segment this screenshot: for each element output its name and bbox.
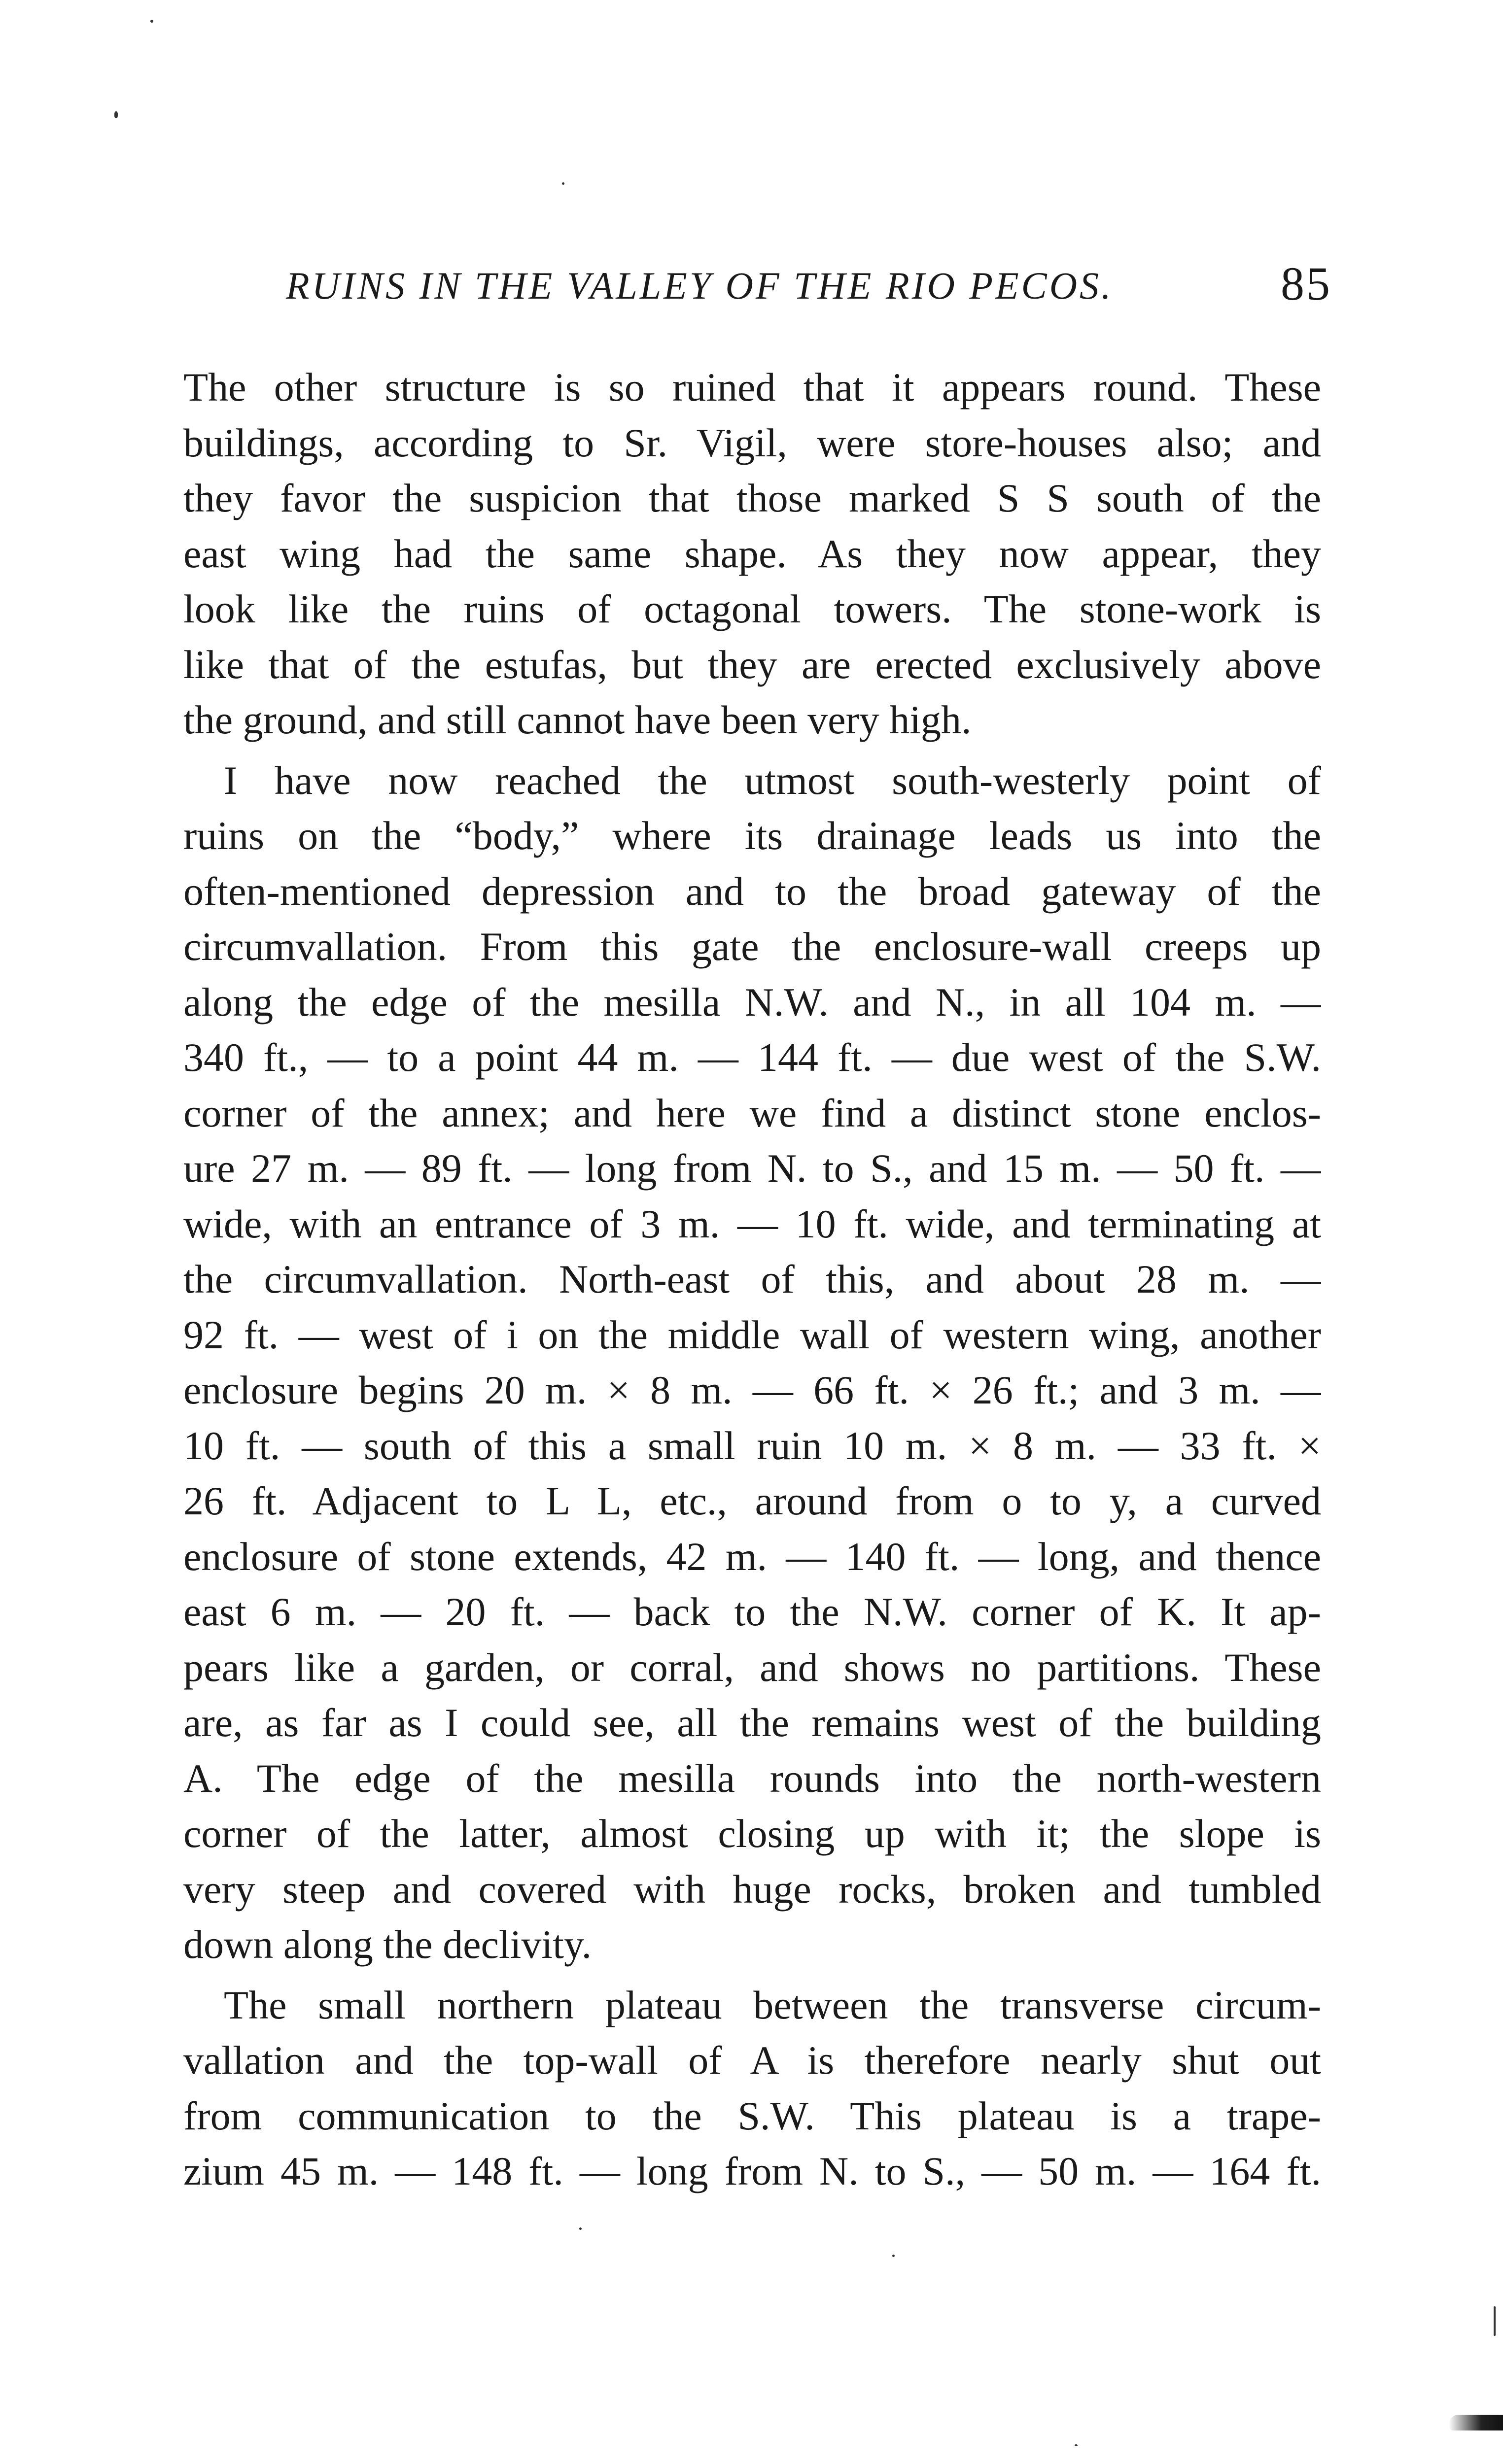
text-line: east wing had the same shape. As they now appear, they (183, 531, 1321, 576)
text-line: The small northern plateau between the transverse circum- (224, 1982, 1321, 2027)
text-line: they favor the suspicion that those marked S S south of the (183, 476, 1321, 520)
page-number: 85 (1281, 257, 1332, 310)
scan-speck (114, 111, 118, 118)
text-line: corner of the annex; and here we find a distinct stone enclos- (183, 1090, 1321, 1135)
scan-speck (579, 2227, 582, 2230)
scan-speck (150, 20, 153, 23)
text-line: vallation and the top-wall of A is therefore nearly shut out (183, 2038, 1321, 2083)
text-line: often-mentioned depression and to the broad gateway of the (183, 868, 1321, 914)
page-header (187, 256, 1341, 315)
scan-edge-mark (1449, 2415, 1503, 2430)
scan-speck (1494, 2306, 1496, 2336)
text-line: 10 ft. — south of this a small ruin 10 m. × 8 m. — 33 ft. × (183, 1423, 1321, 1468)
text-line: zium 45 m. — 148 ft. — long from N. to S., — 50 m. — 164 ft. (183, 2149, 1321, 2193)
text-line: along the edge of the mesilla N.W. and N., in all 104 m. — (183, 979, 1321, 1025)
text-line: look like the ruins of octagonal towers. The stone-work is (183, 586, 1321, 631)
paragraph-2 (183, 753, 1321, 1973)
text-line: corner of the latter, almost closing up with it; the slope is (183, 1811, 1321, 1856)
scan-speck (562, 182, 564, 185)
text-line: The other structure is so ruined that it appears round. These (183, 365, 1321, 410)
body-text (183, 360, 1321, 2199)
paragraph-1 (183, 360, 1321, 748)
text-line: the circumvallation. North-east of this, and about 28 m. — (183, 1257, 1321, 1301)
text-line: are, as far as I could see, all the remains west of the building (183, 1700, 1321, 1745)
text-line: 340 ft., — to a point 44 m. — 144 ft. — due west of the S.W. (183, 1035, 1321, 1080)
text-line: I have now reached the utmost south-westerly point of (224, 757, 1321, 803)
text-line: pears like a garden, or corral, and shows no partitions. These (183, 1644, 1321, 1690)
text-line: buildings, according to Sr. Vigil, were store-houses also; and (183, 420, 1321, 465)
text-line: down along the declivity. (183, 1922, 592, 1967)
text-line: ruins on the “body,” where its drainage leads us into the (183, 813, 1321, 858)
text-line: ure 27 m. — 89 ft. — long from N. to S., and 15 m. — 50 ft. — (183, 1146, 1321, 1191)
text-line: like that of the estufas, but they are erected exclusively above (183, 642, 1321, 687)
text-line: very steep and covered with huge rocks, broken and tumbled (183, 1866, 1321, 1912)
paragraph-3 (183, 1978, 1321, 2199)
text-line: enclosure of stone extends, 42 m. — 140 ft. — long, and thence (183, 1534, 1321, 1579)
running-head: RUINS IN THE VALLEY OF THE RIO PECOS. (286, 264, 1114, 307)
scan-speck (1075, 2444, 1078, 2446)
text-line: 26 ft. Adjacent to L L, etc., around from o to y, a curved (183, 1478, 1321, 1523)
text-line: enclosure begins 20 m. × 8 m. — 66 ft. × 26 ft.; and 3 m. — (183, 1368, 1321, 1412)
scan-speck (892, 2255, 895, 2257)
text-line: the ground, and still cannot have been very high. (183, 697, 972, 742)
text-line: 92 ft. — west of i on the middle wall of western wing, another (183, 1312, 1321, 1357)
text-line: from communication to the S.W. This plateau is a trape- (183, 2093, 1321, 2138)
text-line: east 6 m. — 20 ft. — back to the N.W. corner of K. It ap- (183, 1589, 1321, 1634)
text-line: wide, with an entrance of 3 m. — 10 ft. wide, and terminating at (183, 1201, 1321, 1246)
text-line: circumvallation. From this gate the enclosure-wall creeps up (183, 924, 1321, 969)
text-line: A. The edge of the mesilla rounds into the north-western (183, 1755, 1321, 1801)
